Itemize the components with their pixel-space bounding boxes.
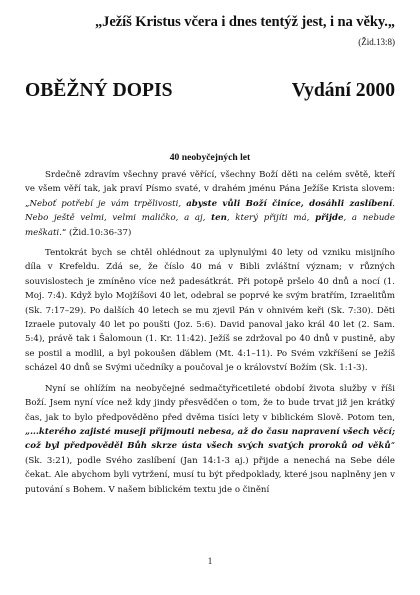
edition-label: Vydání 2000 [291, 80, 395, 101]
quote-bold-italic: přijde [315, 213, 344, 224]
page-number: 1 [207, 556, 213, 566]
paragraph-greeting [25, 168, 395, 240]
paragraph-reflection [25, 382, 395, 497]
quote-bold-italic: „...kterého zajisté museji přijmouti nebesa, až do času napravení všech věcí; což byl předpověděl Bůh skrze ústa všech svých svatých proroků od věků [25, 426, 395, 452]
letter-body [25, 168, 395, 503]
reflection-text: Nyní se ohlížím na neobyčejné sedmačtyřicetileté období života služby v říši Boží. Jsem nyní více než kdy jindy přesvědčen o tom, že to bude trvat již jen krátký čas, jak to bylo předpověděno před dvěma tisíci lety v biblickém Slově. Potom ten, [25, 383, 395, 423]
motto-reference: (Žid.13:8) [358, 37, 395, 47]
document-title: OBĚŽNÝ DOPIS [25, 80, 173, 101]
quote-italic: . Nebo ještě velmi, velmi maličko, a aj, [25, 198, 395, 224]
heading-row [25, 80, 395, 102]
quote-bold-italic: ten [211, 213, 227, 224]
motto-verse: „Ježíš Kristus včera i dnes tentýž jest, i na věky.„ [94, 14, 395, 30]
reflection-text: “ (Sk. 3:21), podle Svého zaslíbení (Jan 14:1-3 aj.) přijde a nenechá na Sebe déle čekat. Ale abychom byli vytržení, musí tu být předpoklady, které jsou naplněny jen v putování s Bohem. V našem biblickém textu jde o činění [25, 441, 395, 495]
quote-bold-italic: abyste vůli Boží činíce, dosáhli zaslíbení [186, 198, 393, 209]
quote-italic: , který přijíti má, [226, 213, 316, 224]
quote-reference: “ (Žid.10:36-37) [61, 227, 132, 238]
greeting-text: Srdečně zdravím všechny pravé věřící, všechny Boží děti na celém světě, kteří ve všem věří tak, jak praví Písmo svaté, v drahém jménu Pána Ježíše Krista slovem: „ [25, 170, 395, 209]
paragraph-forty-years: Tentokrát bych se chtěl ohlédnout za uplynulými 40 lety od vzniku misijního díla v Krefeldu. Zdá se, že číslo 40 má v Bibli zvláštní význam; v různých souvislostech je zmíněno více než padesátkrát. Při potopě pršelo 40 dnů a nocí (1. Moj. 7:4). Když bylo Mojžíšovi 40 let, odebral se poprvé ke svým bratřím, Izraelitům (Sk. 7:17–29). Po dalších 40 letech se mu zjevil Pán v ohnivém keři (Sk. 7:30). Děti Izraele putovaly 40 let po poušti (Joz. 5:6). David panoval jako král 40 let (2. Sam. 5:4), právě tak i Šalomoun (1. Kr. 11:42). Ježíš se zdržoval po 40 dnů v pustině, aby se postil a modlil, a byl pokoušen ďáblem (Mt. 4:1–11). Po Svém vzkříšení se Ježíš scházel 40 dnů se Svými učedníky a poučoval je o království Božím (Sk. 1:1-3). [25, 248, 395, 374]
quote-italic: Neboť potřebí je vám trpělivosti, [29, 198, 187, 209]
quote-italic: , a nebude meškati. [25, 213, 395, 238]
section-title: 40 neobyčejných let [169, 152, 251, 163]
